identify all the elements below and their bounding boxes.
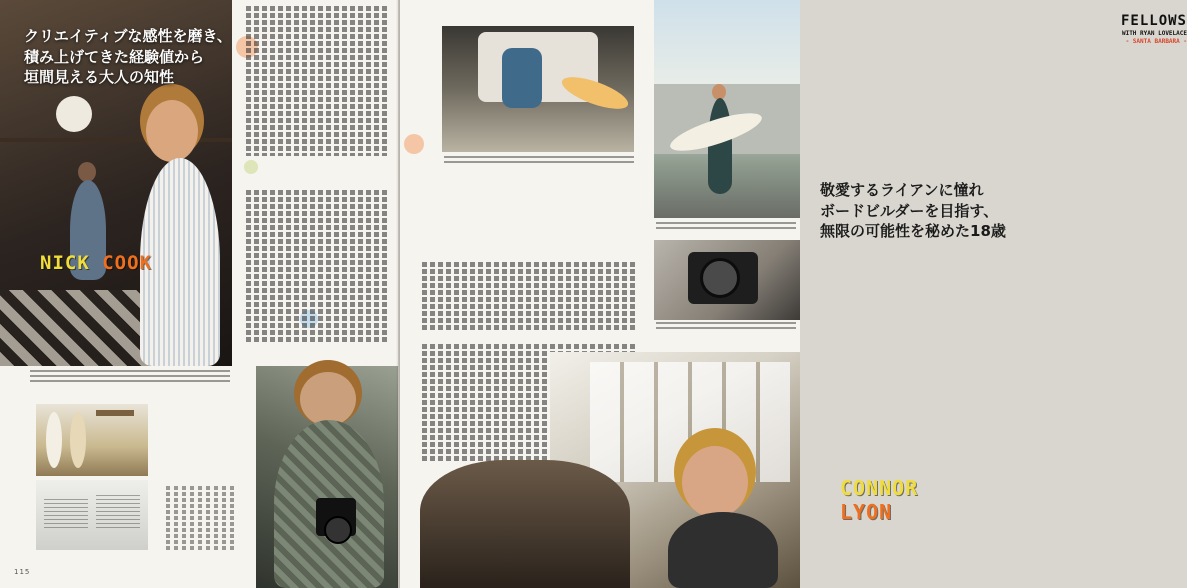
board-2: [70, 412, 86, 468]
camera-lens: [324, 516, 352, 544]
connor-first-name: CONNOR: [840, 476, 919, 500]
nick-photo-caption: [30, 370, 230, 384]
left-page: [0, 0, 398, 588]
nick-body-text-top: [246, 6, 388, 156]
fellows-place: - SANTA BARBARA -: [1125, 38, 1187, 45]
shelf-rail: [96, 410, 134, 416]
nick-body-text-bottom: [246, 190, 388, 342]
paper-lamp: [56, 96, 92, 132]
right-page: [400, 0, 1187, 588]
beach-photo-caption: [656, 222, 796, 232]
nick-headline-line-3: 垣間見える大人の知性: [24, 68, 175, 87]
nick-head: [146, 100, 198, 162]
board-sketches-photo: [36, 480, 148, 550]
foreground-surfboard: [420, 460, 630, 588]
connor-body-text-top: [422, 262, 636, 332]
sketch-sheet-1: [44, 498, 88, 528]
nick-name: [40, 252, 152, 274]
checker-floor: [0, 290, 150, 366]
car-trunk-photo: [442, 26, 634, 152]
walker-body: [708, 98, 732, 194]
paint-splash-green: [244, 160, 258, 174]
nick-headline: [24, 26, 264, 88]
connor-with-camera-photo: [256, 366, 398, 588]
background-person-head: [78, 162, 96, 182]
board-1: [46, 412, 62, 468]
connor-head: [682, 446, 748, 518]
connor-headline-line-2: ボードビルダーを目指す、: [820, 201, 999, 220]
nick-headline-line-2: 積み上げてきた経験値から: [24, 47, 205, 66]
camera-photo-caption: [656, 322, 796, 332]
nick-headline-line-1: クリエイティブな感性を磨き、: [24, 27, 232, 45]
fellows-logo: [1107, 13, 1187, 45]
connor-last-name: LYON: [840, 500, 893, 524]
connor-shirt: [668, 512, 778, 588]
photographer-head: [300, 372, 356, 426]
page-number: 115: [14, 568, 31, 576]
nick-shirt: [140, 158, 220, 366]
connor-headline-line-1: 敬愛するライアンに憧れ: [820, 181, 984, 199]
fellows-title: FELLOWS: [1120, 13, 1187, 29]
paint-splash-orange-right: [404, 134, 424, 154]
connor-headline-line-3: 無限の可能性を秘めた18歳: [820, 222, 1006, 241]
camera-lens-closeup: [700, 258, 740, 298]
nick-last-name: COOK: [102, 252, 152, 274]
surfer-walking-photo: [654, 0, 800, 218]
camera-closeup-photo: [654, 240, 800, 320]
seated-surfer: [502, 48, 542, 108]
connor-name: [840, 476, 918, 524]
car-photo-caption: [444, 156, 634, 164]
nick-first-name: NICK: [40, 252, 90, 274]
connor-headline: [820, 180, 1080, 242]
shelf-photo-caption: [166, 486, 238, 550]
surfboard-shelf-photo: [36, 404, 148, 476]
sketch-sheet-2: [96, 494, 140, 528]
fellows-subtitle: WITH RYAN LOVELACE: [1121, 30, 1187, 37]
